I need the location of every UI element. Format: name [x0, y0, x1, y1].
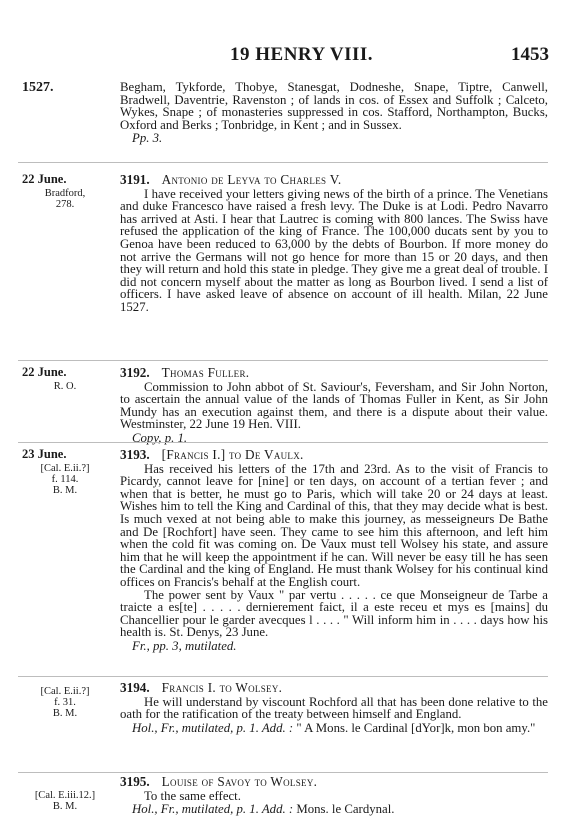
entry-body: [120, 174, 548, 314]
continuation-note: Pp. 3.: [132, 131, 163, 146]
entry-ref: B. M.: [52, 801, 78, 812]
entry-body: [120, 449, 548, 653]
entry-ref: f. 114.: [51, 474, 79, 485]
entry-ref: f. 31.: [54, 697, 76, 708]
entry-heading: [120, 682, 548, 695]
entry-title: Antonio de Leyva to Charles V.: [161, 172, 342, 187]
entry-heading: [120, 174, 548, 187]
entry-paragraph: Commission to John abbot of St. Saviour's, Feversham, and Sir John Norton, to ascertain the annual value of the lands of Thomas Fuller in Kent, as Sir John Mundy has an execution against them, and there is a dispute about their value. Westminster, 22 June 19 Hen. VIII.: [120, 379, 548, 432]
entry-divider: [18, 442, 548, 444]
entry-divider: [18, 162, 548, 164]
entry-number: 3191.: [120, 172, 150, 187]
running-header: [0, 44, 567, 66]
entry-note-address: " A Mons. le Cardinal [dYor]k, mon bon amy.": [293, 720, 536, 735]
entry-title: [Francis I.] to De Vaulx.: [161, 447, 304, 462]
entry-date: 23 June.: [22, 447, 67, 461]
entry-margin: [18, 686, 112, 719]
entry-ref: Bradford,: [44, 188, 86, 199]
entry-divider: [18, 676, 548, 678]
continuation-block: [120, 81, 548, 145]
entry-paragraph: The power sent by Vaux " par vertu . . . . . ce que Monseigneur de Tarbe a traicte a es[te] . . . . . dernierement faict, il a este receu et mys es [mains] du Chancellier pour le garder avecques l . . . . " Will inform him in . . . . days how his health is. St. Denys, 23 June.: [120, 587, 548, 640]
entry-note-label: Hol., Fr., mutilated, p. 1. Add. :: [132, 720, 294, 735]
entry-note: [120, 803, 548, 816]
entry-title: Thomas Fuller.: [161, 365, 250, 380]
entry-margin: [18, 790, 112, 812]
entry-number: 3193.: [120, 447, 150, 462]
running-title: 19 HENRY VIII.: [230, 44, 374, 65]
entry-note: [120, 722, 548, 735]
entry-ref: B. M.: [52, 485, 78, 496]
entry-note-label: Hol., Fr., mutilated, p. 1. Add. :: [132, 802, 294, 817]
entry-note-address: Mons. le Cardynal.: [293, 802, 395, 817]
entry-body: [120, 367, 548, 445]
entry-paragraph: I have received your letters giving news of the birth of a prince. The Venetians and duke Francesco have raised a fresh levy. The Duke is at Lodi. Pedro Navarro has arrived at Asti. I hear that Lautrec is coming with 800 lances. The Swiss have refused the application of the king of France. The 100,000 ducats sent by you to Genoa have been reduced to 63,000 by the debts of Bourbon. If more money do not arrive the Germans will not go hence for more than 15 or 20 days, and then they will return and hold this state in pledge. They give me a great deal of trouble. I did not concern myself about the matter as long as Bourbon lived. I send a list of officers. I have asked leave of absence on account of ill health. Milan, 22 June 1527.: [120, 186, 548, 314]
entry-note-label: Fr., pp. 3, mutilated.: [132, 638, 237, 653]
continuation-text: Begham, Tykforde, Thobye, Stanesgat, Dodneshe, Snape, Tiptre, Canwell, Bradwell, Daventrie, Ravenston ; of lands in cos. of Essex and Suffolk ; Calceto, Wykes, Snape ; of monasteries suppressed in cos. Stafford, Northampton, Bucks, Oxford and Berks ; Tonbridge, in Kent ; and in Sussex.: [120, 80, 548, 132]
entry-note-label: Copy, p. 1.: [132, 430, 188, 445]
entry-divider: [18, 360, 548, 362]
entry-margin: [18, 449, 112, 496]
entry-number: 3194.: [120, 680, 150, 695]
entry-number: 3195.: [120, 774, 150, 789]
entry-ref: 278.: [55, 199, 75, 210]
entry-margin: [18, 174, 112, 210]
entry-heading: [120, 367, 548, 380]
entry-ref: B. M.: [52, 708, 78, 719]
entry-date: 22 June.: [22, 172, 67, 186]
entry-body: [120, 682, 548, 734]
entry-body: [120, 776, 548, 816]
entry-paragraph: Has received his letters of the 17th and 23rd. As to the visit of Francis to Picardy, cannot leave for [nine] or ten days, on account of a tertian fever ; and when that is better, he must go to Paris, which will take 20 or 24 days at least. Wishes him to tell the King and Cardinal of this, that they may decide what is best. Is much vexed at not being able to make this journey, as messeigneurs De Bathe and De [Rochfort] have seen. They came to see him this afternoon, and left him when the cold fit was coming on. De Vaux must tell Wolsey his state, and assure him that he will keep the appointment if he can. Will never be easy till he has seen the Cardinal and the king of England. He must thank Wolsey for his continual kind offices on Francis's behalf at the English court.: [120, 461, 548, 589]
page-number: 1453: [511, 44, 549, 65]
entry-paragraph: He will understand by viscount Rochford all that has been done relative to the oath for the ratification of the treaty between himself and England.: [120, 694, 548, 722]
entry-ref: [Cal. E.ii.?]: [40, 686, 90, 697]
entry-title: Louise of Savoy to Wolsey.: [161, 774, 318, 789]
year-mark: 1527.: [22, 80, 54, 95]
entry-title: Francis I. to Wolsey.: [161, 680, 283, 695]
entry-number: 3192.: [120, 365, 150, 380]
entry-heading: [120, 449, 548, 462]
entry-heading: [120, 776, 548, 789]
entry-date: 22 June.: [22, 365, 67, 379]
entry-ref: [Cal. E.ii.?]: [40, 463, 90, 474]
entry-paragraph: To the same effect.: [144, 788, 241, 803]
entry-ref: [Cal. E.iii.12.]: [34, 790, 96, 801]
entry-margin: [18, 367, 112, 392]
entry-ref: R. O.: [53, 381, 77, 392]
entry-note: [120, 640, 548, 653]
